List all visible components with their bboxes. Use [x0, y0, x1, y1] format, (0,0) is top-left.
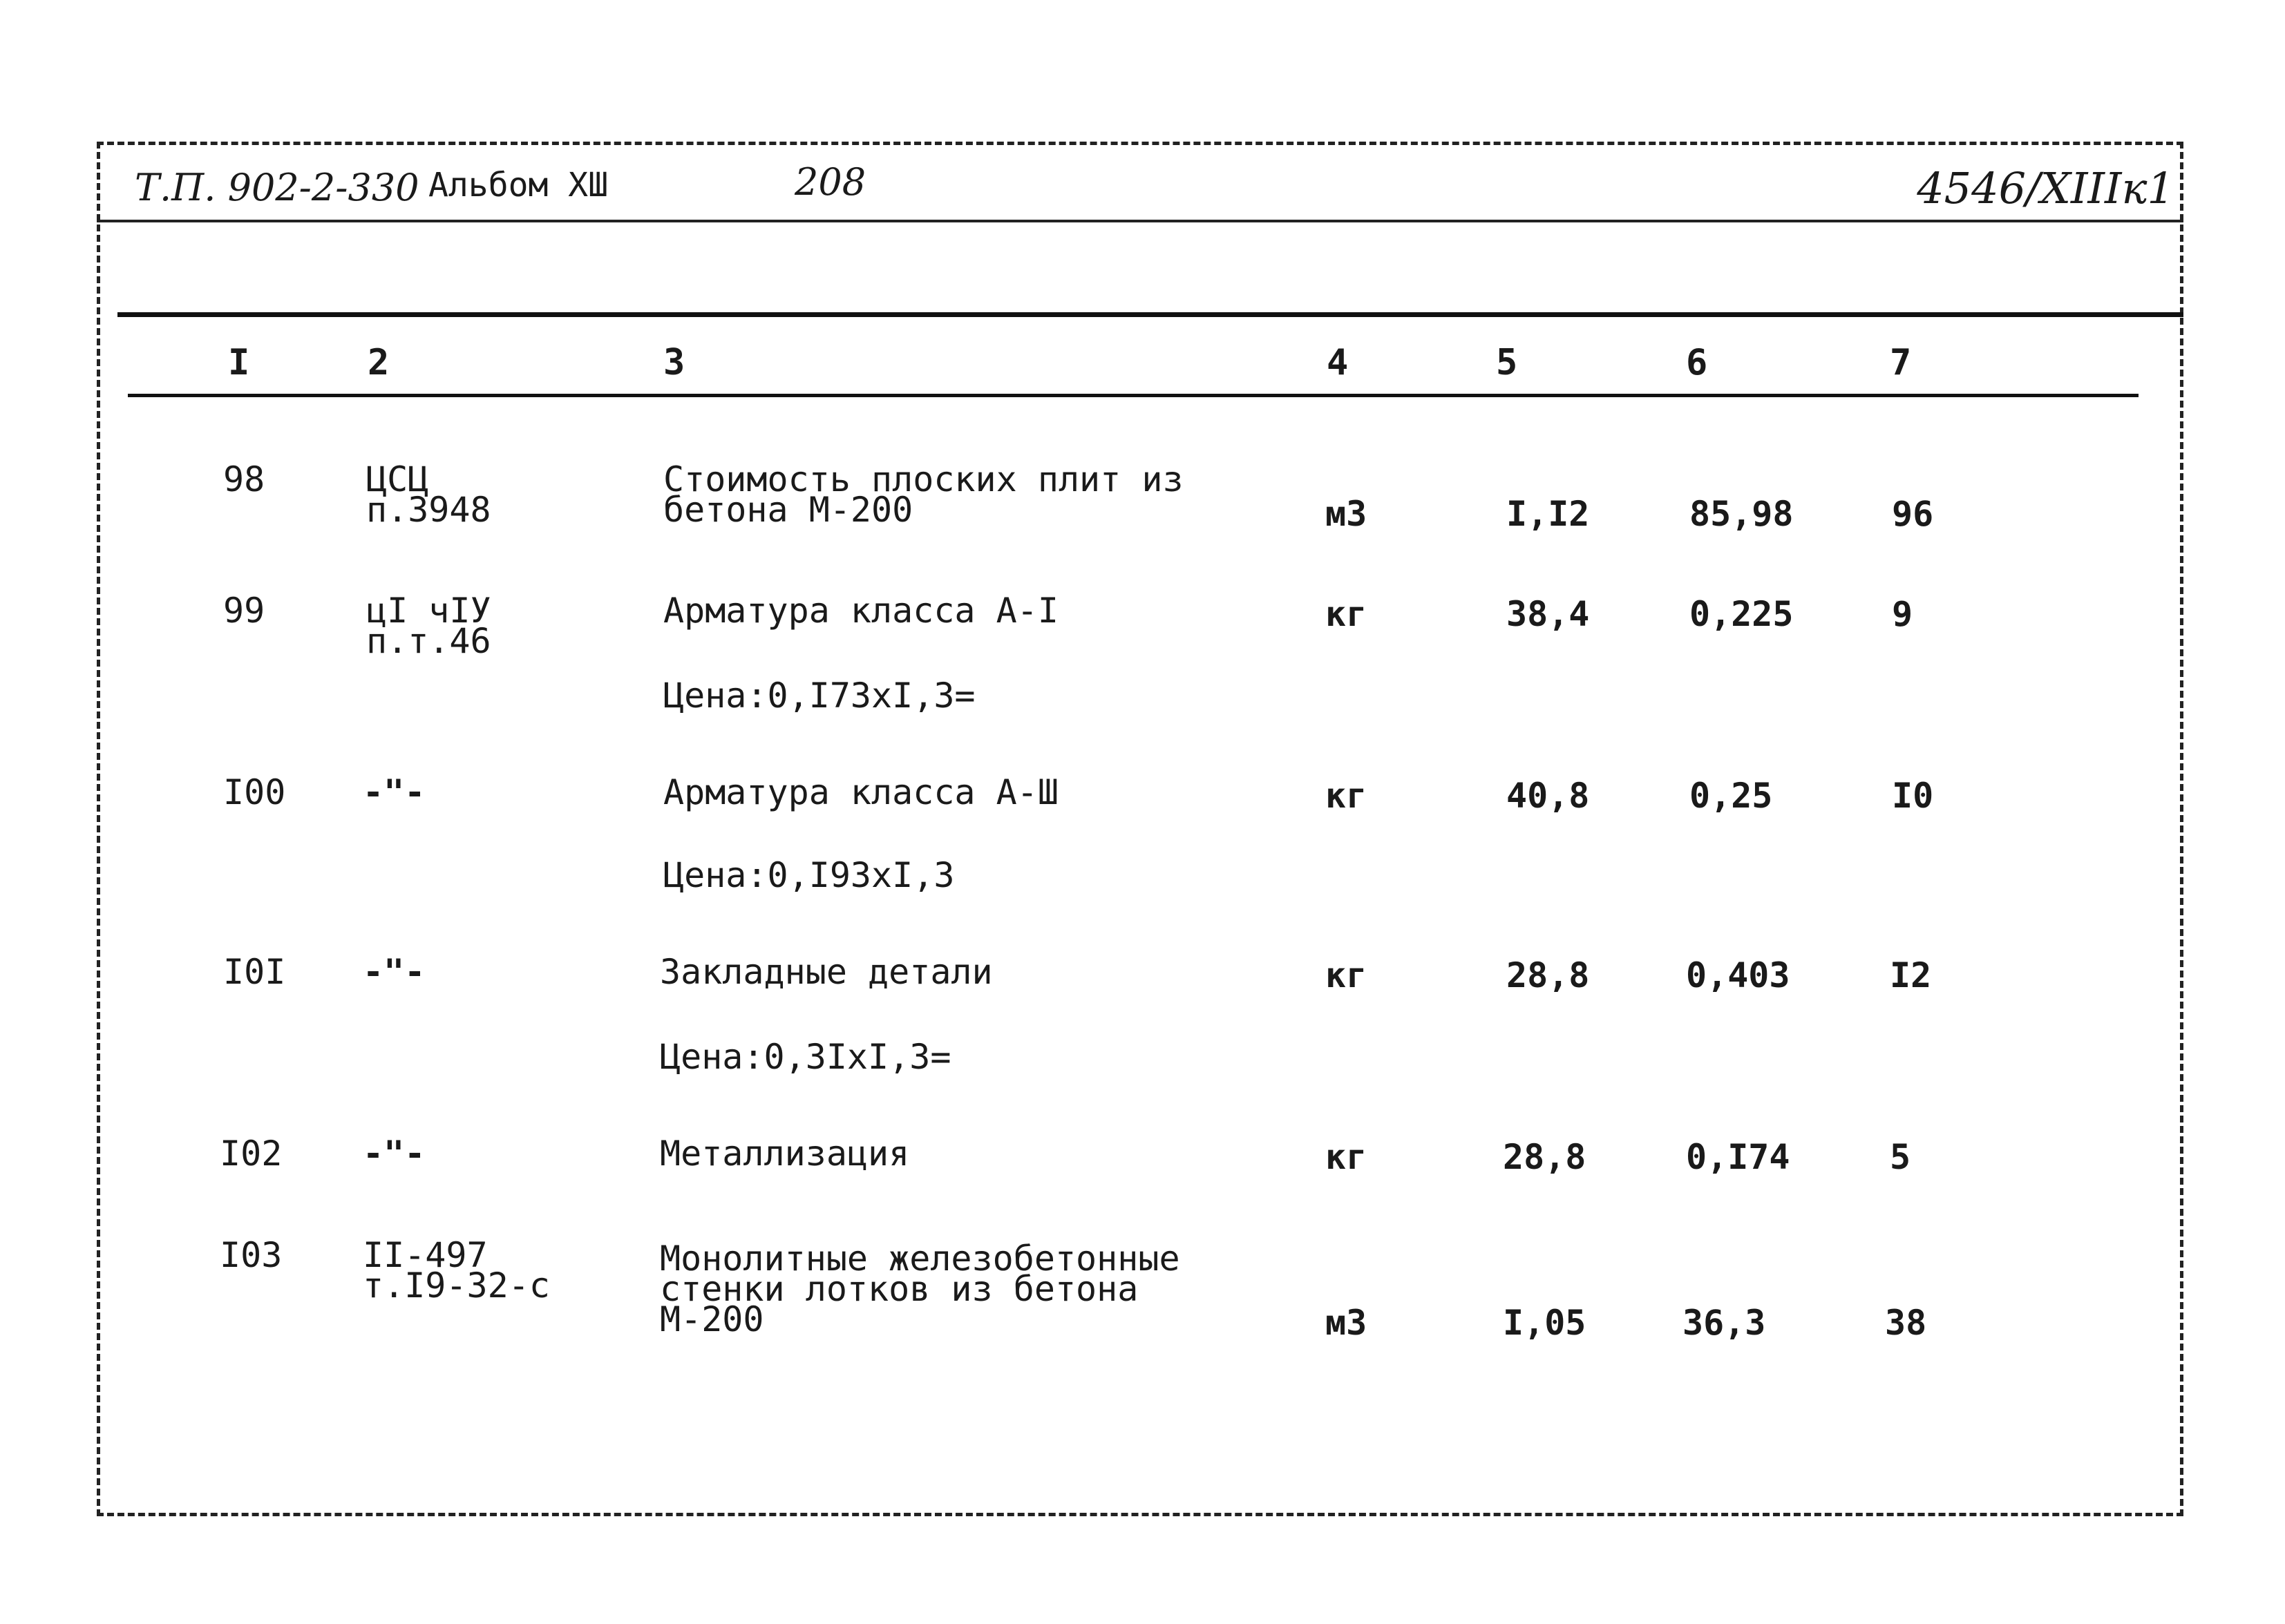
- row-description-line: Арматура класса А-Ш: [663, 772, 1059, 812]
- row-code-line: -"-: [363, 772, 426, 812]
- column-number-3: 3: [663, 342, 685, 383]
- row-unit-price: 85,98: [1689, 494, 1794, 534]
- row-code-line: цI чIУ: [366, 591, 491, 631]
- row-quantity: 28,8: [1506, 955, 1590, 995]
- row-number: I03: [220, 1235, 283, 1275]
- row-unit: м3: [1325, 494, 1367, 534]
- row-unit: кг: [1325, 955, 1367, 995]
- row-price-note: Цена:0,I73хI,3=: [663, 676, 976, 716]
- row-description-line: стенки лотков из бетона: [660, 1269, 1139, 1309]
- column-number-7: 7: [1890, 342, 1912, 383]
- album-label: Альбом XШ: [428, 166, 609, 204]
- column-number-5: 5: [1496, 342, 1518, 383]
- row-description-line: бетона М-200: [663, 490, 913, 530]
- row-total: 38: [1885, 1303, 1927, 1343]
- row-total: 5: [1890, 1137, 1911, 1177]
- page-frame: [97, 142, 2183, 1516]
- column-header-rule: [128, 394, 2139, 397]
- row-unit: кг: [1325, 1137, 1367, 1177]
- row-unit-price: 0,25: [1689, 776, 1773, 816]
- row-code-line: т.I9-32-с: [363, 1265, 550, 1306]
- column-number-2: 2: [368, 342, 390, 383]
- row-description-line: Металлизация: [660, 1134, 910, 1174]
- row-unit-price: 36,3: [1682, 1303, 1766, 1343]
- row-description-line: М-200: [660, 1299, 764, 1339]
- row-code-line: ЦСЦ: [366, 459, 429, 499]
- tp-code: Т.П. 902-2-330: [135, 166, 419, 209]
- inventory-code: 4546/XIIIк1: [1917, 163, 2174, 213]
- row-quantity: I,I2: [1506, 494, 1590, 534]
- row-number: I00: [223, 772, 286, 812]
- row-total: I2: [1890, 955, 1932, 995]
- row-unit-price: 0,I74: [1686, 1137, 1790, 1177]
- page-number: 208: [795, 160, 866, 204]
- row-total: 96: [1892, 494, 1934, 534]
- row-quantity: I,05: [1503, 1303, 1586, 1343]
- row-unit-price: 0,225: [1689, 594, 1794, 634]
- row-total: 9: [1892, 594, 1913, 634]
- row-description-line: Закладные детали: [660, 952, 993, 992]
- row-price-note: Цена:0,3IхI,3=: [660, 1037, 951, 1077]
- row-unit: кг: [1325, 594, 1367, 634]
- row-code-line: II-497: [363, 1235, 488, 1275]
- row-quantity: 38,4: [1506, 594, 1590, 634]
- row-number: 98: [223, 459, 265, 499]
- row-description-line: Арматура класса А-I: [663, 591, 1059, 631]
- table-top-rule: [117, 312, 2183, 317]
- header-divider: [97, 220, 2183, 222]
- column-number-6: 6: [1686, 342, 1708, 383]
- row-code-line: -"-: [363, 952, 426, 992]
- row-description-line: Стоимость плоских плит из: [663, 459, 1184, 499]
- row-quantity: 28,8: [1503, 1137, 1586, 1177]
- row-total: I0: [1892, 776, 1934, 816]
- row-code-line: -"-: [363, 1134, 426, 1174]
- row-unit-price: 0,403: [1686, 955, 1790, 995]
- row-code-line: п.т.46: [366, 621, 491, 661]
- column-number-4: 4: [1327, 342, 1349, 383]
- column-number-1: I: [228, 342, 250, 383]
- row-number: 99: [223, 591, 265, 631]
- row-unit: кг: [1325, 776, 1367, 816]
- row-number: I02: [220, 1134, 283, 1174]
- row-price-note: Цена:0,I93хI,3: [663, 855, 955, 895]
- row-number: I0I: [223, 952, 286, 992]
- row-description-line: Монолитные железобетонные: [660, 1239, 1180, 1279]
- row-unit: м3: [1325, 1303, 1367, 1343]
- row-quantity: 40,8: [1506, 776, 1590, 816]
- row-code-line: п.3948: [366, 490, 491, 530]
